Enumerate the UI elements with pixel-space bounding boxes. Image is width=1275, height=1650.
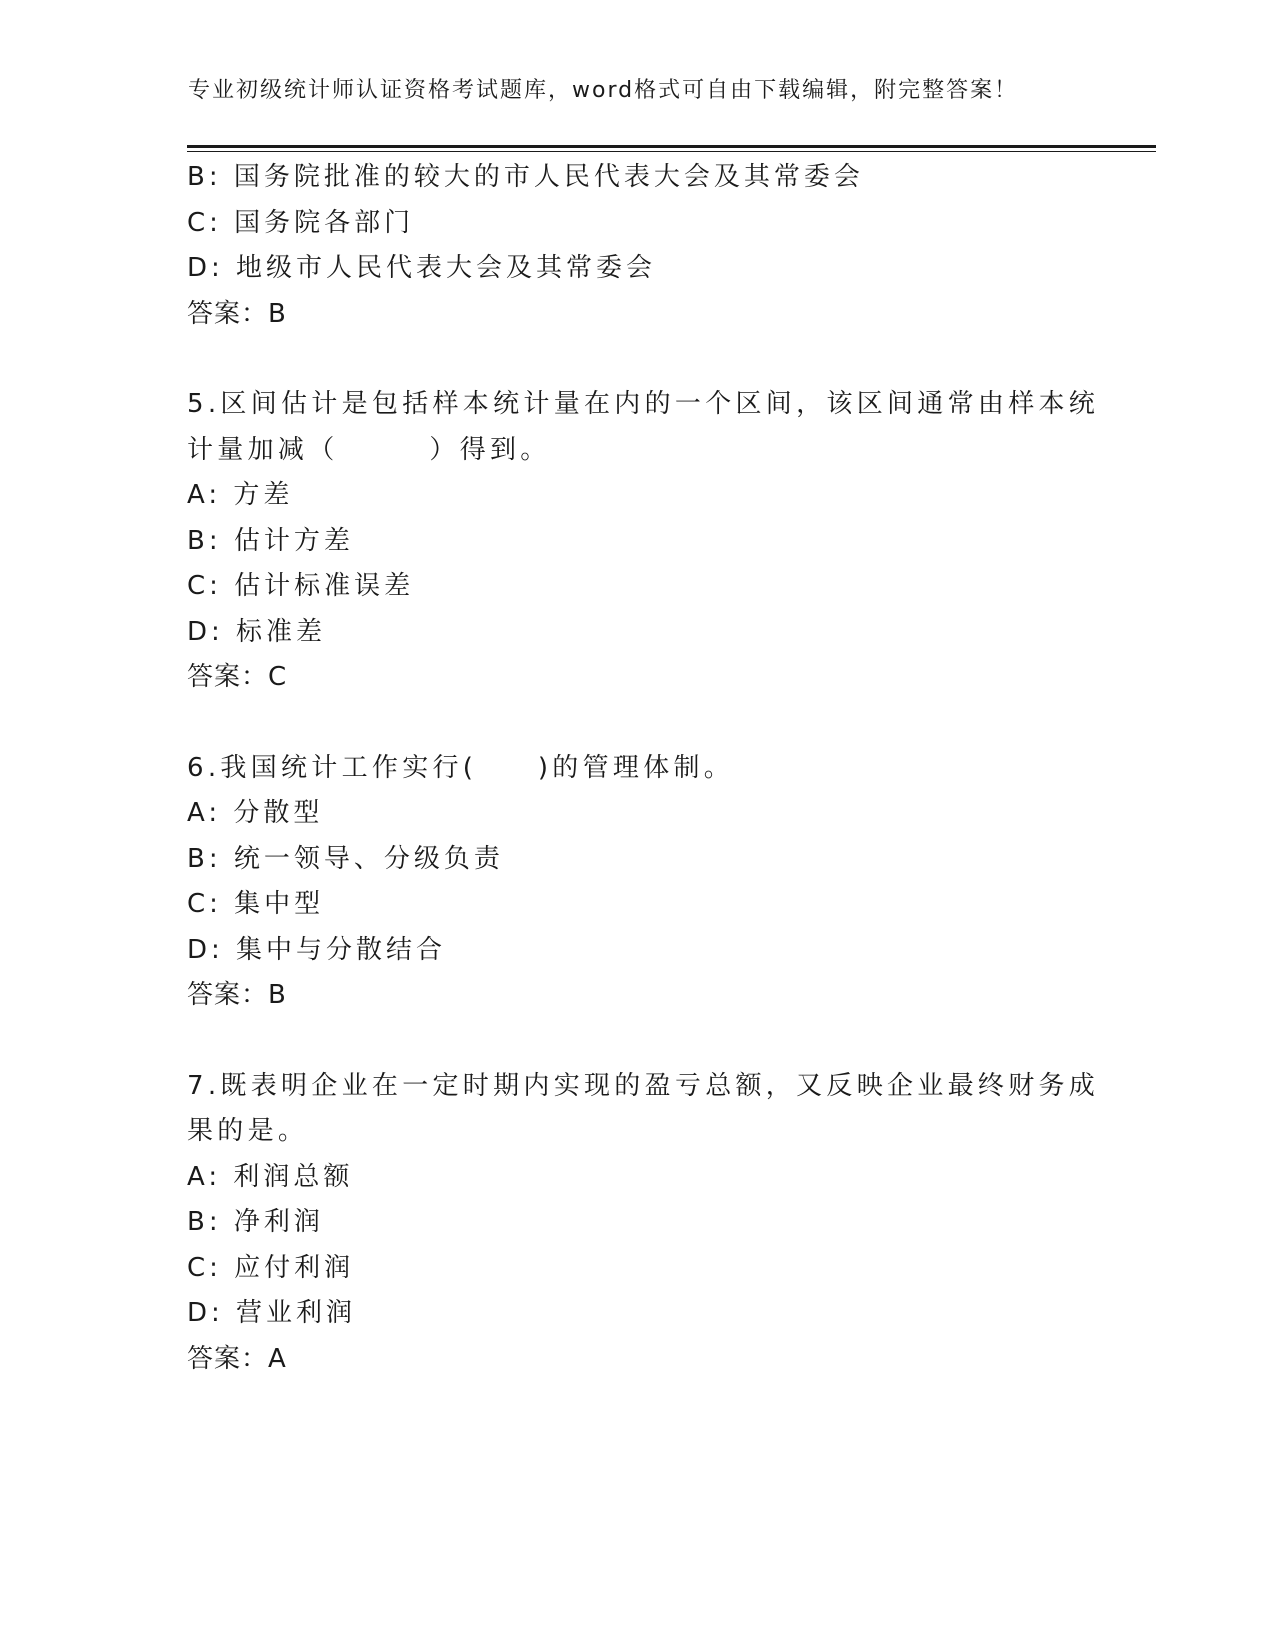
option-b: B: 统一领导、分级负责 (187, 843, 504, 874)
spacer (187, 1019, 1087, 1064)
option-c: C: 集中型 (187, 889, 325, 919)
question-6 (187, 746, 1087, 1019)
question-7 (187, 1064, 1100, 1383)
option-d: D: 地级市人民代表大会及其常委会 (187, 253, 657, 283)
question-5 (187, 382, 1100, 701)
spacer (187, 701, 1087, 746)
option-c: C: 国务院各部门 (187, 207, 415, 238)
answer-line: 答案：B (187, 298, 287, 329)
spacer (187, 337, 1087, 382)
answer-line: 答案：B (187, 980, 287, 1010)
option-b: B: 国务院批准的较大的市人民代表大会及其常委会 (187, 162, 864, 192)
option-c: C: 应付利润 (187, 1252, 355, 1283)
header-rule-thick (187, 145, 1156, 148)
option-a: A: 方差 (187, 480, 294, 510)
page-header: 专业初级统计师认证资格考试题库，word格式可自由下载编辑，附完整答案！ (188, 78, 1019, 103)
answer-line: 答案：A (187, 1343, 287, 1374)
option-d: D: 集中与分散结合 (187, 934, 447, 965)
option-b: B: 净利润 (187, 1207, 324, 1237)
question-stem: 6.我国统计工作实行( )的管理体制。 (187, 752, 735, 783)
question-stem: 7.既表明企业在一定时期内实现的盈亏总额，又反映企业最终财务成 (187, 1070, 1100, 1101)
carryover-question (187, 155, 1087, 337)
answer-line: 答案：C (187, 662, 288, 692)
header-rule-thin (187, 151, 1156, 152)
option-b: B: 估计方差 (187, 525, 354, 556)
option-d: D: 营业利润 (187, 1298, 357, 1328)
option-a: A: 利润总额 (187, 1161, 354, 1192)
question-stem: 5.区间估计是包括样本统计量在内的一个区间，该区间通常由样本统 (187, 389, 1100, 419)
option-d: D: 标准差 (187, 616, 327, 647)
question-stem: 果的是。 (187, 1116, 309, 1146)
option-a: A: 分散型 (187, 798, 324, 828)
question-stem: 计量加减（ ）得到。 (187, 434, 551, 465)
option-c: C: 估计标准误差 (187, 571, 415, 601)
question-content (187, 155, 1100, 1382)
